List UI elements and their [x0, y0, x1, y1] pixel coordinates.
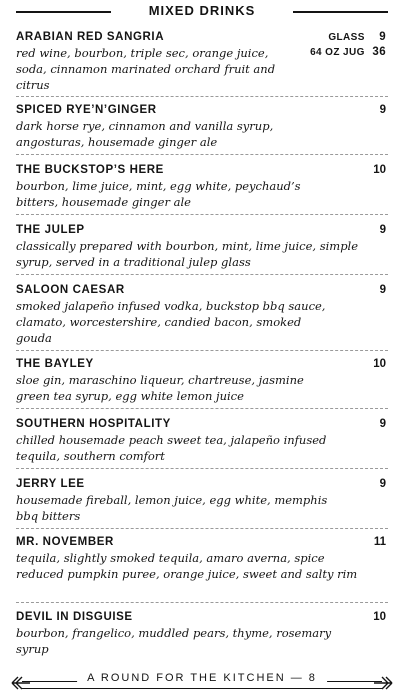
item-divider: [16, 154, 388, 155]
item-price: 9: [379, 478, 386, 490]
item-price: 10: [373, 358, 386, 370]
menu-item: [16, 610, 386, 657]
item-description: tequila, slightly smoked tequila, amaro averna, spice reduced pumpkin puree, orange juice, sweet and salty rim: [16, 551, 358, 581]
item-price: 9: [379, 284, 386, 296]
item-price: 9: [379, 224, 386, 236]
footer-text: A ROUND FOR THE KITCHEN — 8: [77, 672, 327, 684]
item-prices: [310, 30, 386, 60]
item-name: THE BUCKSTOP’S HERE: [16, 164, 164, 176]
item-description: dark horse rye, cinnamon and vanilla syrup, angosturas, housemade ginger ale: [16, 119, 274, 149]
menu-item: [16, 417, 386, 464]
price-option: [310, 30, 386, 45]
item-price: 9: [379, 418, 386, 430]
item-description: bourbon, frangelico, muddled pears, thyme, rosemary syrup: [16, 626, 332, 656]
item-name: DEVIL IN DISGUISE: [16, 611, 133, 623]
item-divider: [16, 528, 388, 529]
item-description: bourbon, lime juice, mint, egg white, peychaud’s bitters, housemade ginger ale: [16, 179, 301, 209]
menu-item: [16, 30, 386, 93]
item-divider: [16, 274, 388, 275]
price-option: [310, 45, 386, 60]
item-price: 10: [373, 164, 386, 176]
item-name: JERRY LEE: [16, 478, 85, 490]
item-description: housemade fireball, lemon juice, egg white, memphis bbq bitters: [16, 493, 328, 523]
menu-item: [16, 283, 386, 346]
menu-item: [16, 103, 386, 150]
section-header: [16, 0, 388, 24]
item-description: red wine, bourbon, triple sec, orange juice, soda, cinnamon marinated orchard fruit and citrus: [16, 46, 276, 92]
item-divider: [16, 408, 388, 409]
item-name: THE JULEP: [16, 224, 85, 236]
item-name: SPICED RYE’N’GINGER: [16, 104, 157, 116]
item-divider: [16, 602, 388, 603]
price-amount: 36: [372, 46, 386, 58]
item-name: ARABIAN RED SANGRIA: [16, 31, 165, 43]
item-description: sloe gin, maraschino liqueur, chartreuse, jasmine green tea syrup, egg white lemon juice: [16, 373, 304, 403]
item-price: 11: [373, 536, 386, 548]
item-divider: [16, 350, 388, 351]
menu-item: [16, 223, 386, 270]
item-price: 10: [373, 611, 386, 623]
footer-banner: [10, 668, 394, 696]
item-name: SALOON CAESAR: [16, 284, 125, 296]
menu-item: [16, 357, 386, 404]
item-name: MR. NOVEMBER: [16, 536, 114, 548]
price-amount: 9: [379, 31, 386, 43]
item-description: classically prepared with bourbon, mint, lime juice, simple syrup, served in a traditional julep glass: [16, 239, 359, 269]
item-description: chilled housemade peach sweet tea, jalapeño infused tequila, southern comfort: [16, 433, 327, 463]
header-rule-right: [293, 11, 388, 13]
item-divider: [16, 214, 388, 215]
item-name: THE BAYLEY: [16, 358, 94, 370]
item-name: SOUTHERN HOSPITALITY: [16, 418, 171, 430]
menu-item: [16, 535, 386, 582]
item-price: 9: [379, 104, 386, 116]
item-divider: [16, 468, 388, 469]
footer-rule-bottom: [22, 688, 382, 689]
arrow-tail-ornament-icon: [372, 673, 394, 693]
item-description: smoked jalapeño infused vodka, buckstop bbq sauce, clamato, worcestershire, candied bacon, smoked gouda: [16, 299, 326, 345]
menu-item: [16, 163, 386, 210]
price-label: GLASS: [328, 32, 365, 43]
menu-item: [16, 477, 386, 524]
price-label: 64 OZ JUG: [310, 47, 365, 58]
item-divider: [16, 96, 388, 97]
arrow-tail-ornament-icon: [10, 673, 32, 693]
section-title: MIXED DRINKS: [148, 3, 256, 18]
